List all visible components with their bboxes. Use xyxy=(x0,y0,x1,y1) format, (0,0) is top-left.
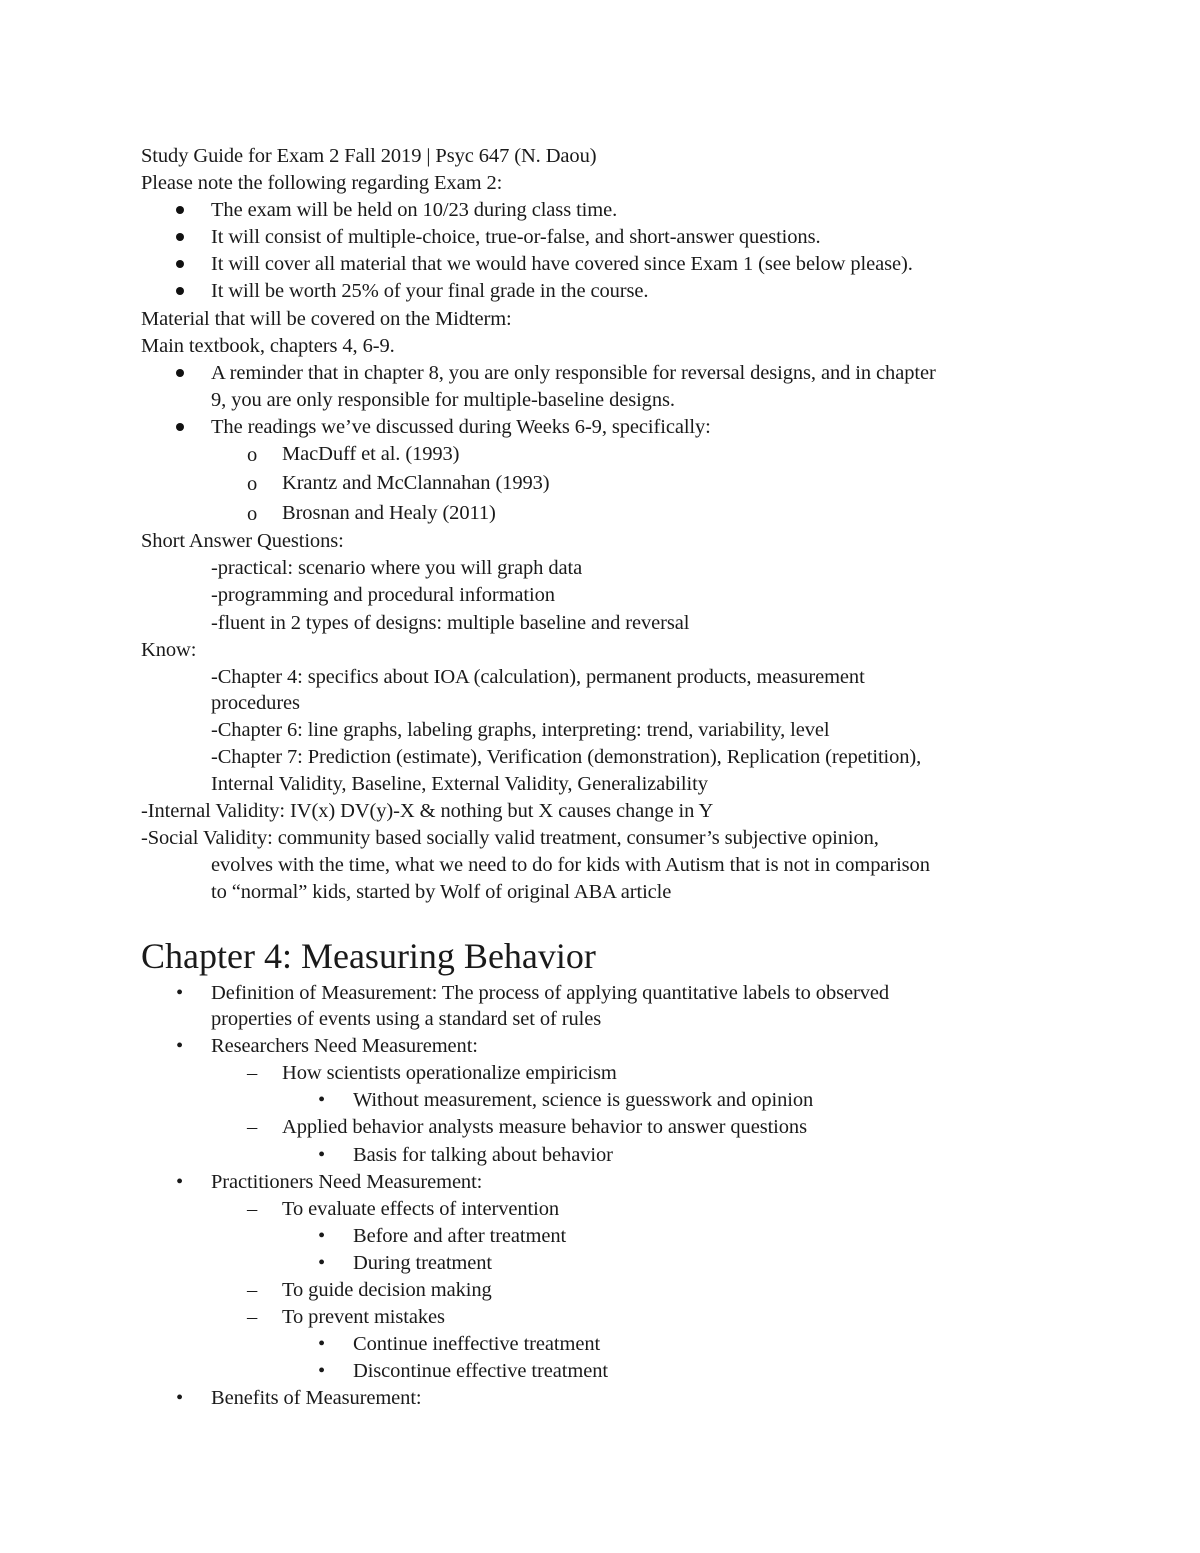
outline-item: Practitioners Need Measurement: xyxy=(211,1171,483,1193)
bullet-marker: • xyxy=(176,1387,184,1409)
outline-subitem: How scientists operationalize empiricism xyxy=(282,1062,617,1084)
bullet-marker: • xyxy=(176,1171,184,1193)
sub-bullet-marker: o xyxy=(247,444,258,466)
dash-marker: – xyxy=(247,1279,258,1301)
short-answer-item: -fluent in 2 types of designs: multiple baseline and reversal xyxy=(211,612,690,634)
chapter-heading: Chapter 4: Measuring Behavior xyxy=(141,936,596,976)
outline-subsubitem: During treatment xyxy=(353,1252,493,1274)
dash-marker: – xyxy=(247,1306,258,1328)
know-heading: Know: xyxy=(141,639,197,661)
exam-note-item: It will consist of multiple-choice, true-or-false, and short-answer questions. xyxy=(211,226,821,248)
document-title: Study Guide for Exam 2 Fall 2019 | Psyc 647 (N. Daou) xyxy=(141,145,597,167)
bullet-marker: • xyxy=(318,1089,326,1111)
outline-subitem: To prevent mistakes xyxy=(282,1306,445,1328)
short-answer-item: -programming and procedural information xyxy=(211,584,555,606)
bullet-marker: • xyxy=(318,1360,326,1382)
bullet-disc-icon xyxy=(176,369,184,377)
bullet-marker: • xyxy=(318,1225,326,1247)
outline-subitem: To guide decision making xyxy=(282,1279,492,1301)
dash-marker: – xyxy=(247,1116,258,1138)
sub-bullet-marker: o xyxy=(247,473,258,495)
exam-note-item: It will be worth 25% of your final grade in the course. xyxy=(211,280,649,302)
outline-subitem: Applied behavior analysts measure behavior to answer questions xyxy=(282,1116,807,1138)
outline-item: Researchers Need Measurement: xyxy=(211,1035,478,1057)
short-answer-heading: Short Answer Questions: xyxy=(141,530,344,552)
internal-validity-note: -Internal Validity: IV(x) DV(y)-X & nothing but X causes change in Y xyxy=(141,800,714,822)
short-answer-item: -practical: scenario where you will graph data xyxy=(211,557,583,579)
definition-text-continued: properties of events using a standard set of rules xyxy=(211,1008,602,1030)
outline-subsubitem: Without measurement, science is guesswork and opinion xyxy=(353,1089,814,1111)
reminder-text-continued: 9, you are only responsible for multiple-baseline designs. xyxy=(211,389,675,411)
bullet-disc-icon xyxy=(176,423,184,431)
know-chapter4-continued: procedures xyxy=(211,692,300,714)
reading-item: MacDuff et al. (1993) xyxy=(282,443,460,465)
reminder-text: A reminder that in chapter 8, you are only responsible for reversal designs, and in chapter xyxy=(211,362,936,384)
know-chapter4: -Chapter 4: specifics about IOA (calculation), permanent products, measurement xyxy=(211,666,865,688)
exam-note-item: The exam will be held on 10/23 during class time. xyxy=(211,199,618,221)
bullet-marker: • xyxy=(176,982,184,1004)
bullet-marker: • xyxy=(318,1252,326,1274)
outline-subsubitem: Continue ineffective treatment xyxy=(353,1333,601,1355)
outline-item: Benefits of Measurement: xyxy=(211,1387,422,1409)
bullet-marker: • xyxy=(318,1333,326,1355)
definition-text: Definition of Measurement: The process of applying quantitative labels to observed xyxy=(211,982,889,1004)
exam-note-intro: Please note the following regarding Exam 2: xyxy=(141,172,503,194)
dash-marker: – xyxy=(247,1062,258,1084)
material-textbook: Main textbook, chapters 4, 6-9. xyxy=(141,335,395,357)
bullet-marker: • xyxy=(176,1035,184,1057)
know-chapter6: -Chapter 6: line graphs, labeling graphs, interpreting: trend, variability, level xyxy=(211,719,830,741)
material-intro: Material that will be covered on the Midterm: xyxy=(141,308,512,330)
outline-subitem: To evaluate effects of intervention xyxy=(282,1198,560,1220)
social-validity-note: -Social Validity: community based socially valid treatment, consumer’s subjective opinion, xyxy=(141,827,879,849)
bullet-disc-icon xyxy=(176,260,184,268)
reading-item: Krantz and McClannahan (1993) xyxy=(282,472,550,494)
social-validity-continued: to “normal” kids, started by Wolf of original ABA article xyxy=(211,881,672,903)
bullet-disc-icon xyxy=(176,233,184,241)
bullet-disc-icon xyxy=(176,287,184,295)
social-validity-continued: evolves with the time, what we need to do for kids with Autism that is not in comparison xyxy=(211,854,930,876)
reading-item: Brosnan and Healy (2011) xyxy=(282,502,496,524)
outline-subsubitem: Before and after treatment xyxy=(353,1225,567,1247)
readings-intro: The readings we’ve discussed during Weeks 6-9, specifically: xyxy=(211,416,711,438)
exam-note-item: It will cover all material that we would have covered since Exam 1 (see below please). xyxy=(211,253,913,275)
bullet-disc-icon xyxy=(176,206,184,214)
know-chapter7-continued: Internal Validity, Baseline, External Validity, Generalizability xyxy=(211,773,708,795)
sub-bullet-marker: o xyxy=(247,503,258,525)
dash-marker: – xyxy=(247,1198,258,1220)
bullet-marker: • xyxy=(318,1144,326,1166)
outline-subsubitem: Discontinue effective treatment xyxy=(353,1360,608,1382)
know-chapter7: -Chapter 7: Prediction (estimate), Verification (demonstration), Replication (repetition), xyxy=(211,746,922,768)
outline-subsubitem: Basis for talking about behavior xyxy=(353,1144,613,1166)
